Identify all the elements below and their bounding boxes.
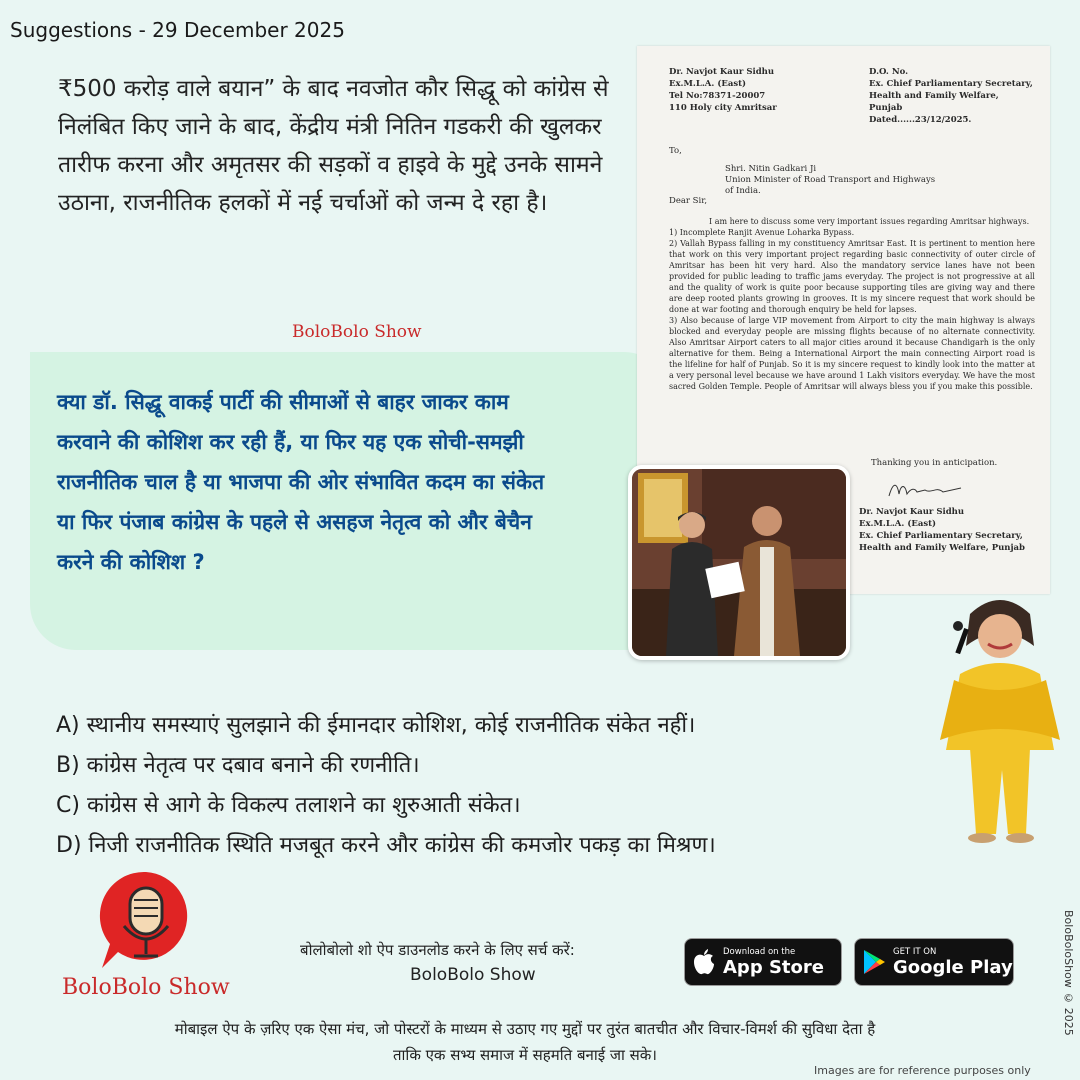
letter-line: Dr. Navjot Kaur Sidhu xyxy=(859,507,965,517)
letter-closing: Thanking you in anticipation. xyxy=(871,458,998,468)
letter-body xyxy=(669,216,1035,392)
app-store-label: App Store xyxy=(723,956,824,978)
google-play-small-label: GET IT ON xyxy=(893,946,937,957)
letter-office-block xyxy=(869,66,1033,126)
download-prompt: बोलोबोलो शो ऐप डाउनलोड करने के लिए सर्च करें: xyxy=(300,941,575,959)
letter-line: 110 Holy city Amritsar xyxy=(669,103,777,113)
letter-date: Dated......23/12/2025. xyxy=(869,115,972,125)
letter-line: Shri. Nitin Gadkari Ji xyxy=(725,164,817,174)
letter-signature-block xyxy=(859,506,1025,554)
option-d[interactable]: D) निजी राजनीतिक स्थिति मजबूत करने और कांग्रेस की कमजोर पकड़ का मिश्रण। xyxy=(56,833,716,858)
description-line: मोबाइल ऐप के ज़रिए एक ऐसा मंच, जो पोस्टरों के माध्यम से उठाए गए मुद्दों पर तुरंत बातचीत और विचार-विमर्श की सुविधा देता है xyxy=(174,1020,876,1038)
app-description xyxy=(20,1016,1030,1068)
letter-line: Punjab xyxy=(869,103,903,113)
google-play-button[interactable] xyxy=(854,938,1014,986)
letter-line: Ex.M.L.A. (East) xyxy=(669,79,747,89)
copyright: BoloBoloShow © 2025 xyxy=(1062,910,1075,1036)
option-c[interactable]: C) कांग्रेस से आगे के विकल्प तलाशने का शुरुआती संकेत। xyxy=(56,793,521,818)
description-line: ताकि एक सभ्य समाज में सहमति बनाई जा सके। xyxy=(393,1046,657,1064)
letter-line: Ex.M.L.A. (East) xyxy=(859,519,937,529)
letter-paragraph: 1) Incomplete Ranjit Avenue Loharka Bypass. xyxy=(669,228,855,237)
letter-sender-block xyxy=(669,66,777,114)
brand-watermark: BoloBolo Show xyxy=(292,322,422,342)
signature-scribble xyxy=(885,478,965,504)
search-term: BoloBolo Show xyxy=(410,965,536,985)
letter-to: To, xyxy=(669,146,682,156)
options-list xyxy=(56,706,956,866)
intro-paragraph: ₹500 करोड़ वाले बयान” के बाद नवजोत कौर सिद्धू को कांग्रेस से निलंबित किए जाने के बाद, केंद्रीय मंत्री नितिन गडकरी की खुलकर तारीफ करना और अमृतसर की सड़कों व हाइवे के मुद्दे उनके सामने उठाना, राजनीतिक हलकों में नई चर्चाओं को जन्म दे रहा है। xyxy=(58,76,609,216)
app-store-small-label: Download on the xyxy=(723,946,796,957)
question-text: क्या डॉ. सिद्धू वाकई पार्टी की सीमाओं से बाहर जाकर काम करवाने की कोशिश कर रही हैं, या फिर यह एक सोची-समझी राजनीतिक चाल है या भाजपा की ओर संभावित कदम का संकेत या फिर पंजाब कांग्रेस के पहले से असहज नेतृत्व को और बेचैन करने की कोशिश ? xyxy=(57,390,545,574)
date-label: Suggestions - 29 December 2025 xyxy=(10,18,345,42)
option-a[interactable]: A) स्थानीय समस्याएं सुलझाने की ईमानदार कोशिश, कोई राजनीतिक संकेत नहीं। xyxy=(56,713,696,738)
letter-line: Ex. Chief Parliamentary Secretary, xyxy=(859,531,1023,541)
option-b[interactable]: B) कांग्रेस नेतृत्व पर दबाव बनाने की रणनीति। xyxy=(56,753,420,778)
apple-icon xyxy=(685,948,723,976)
google-play-label: Google Play xyxy=(893,956,1013,978)
letter-line: Dr. Navjot Kaur Sidhu xyxy=(669,67,775,77)
letter-line: Health and Family Welfare, xyxy=(869,91,999,101)
letter-paragraph: I am here to discuss some very important issues regarding Amritsar highways. xyxy=(709,217,1030,226)
letter-recipient xyxy=(725,164,935,197)
brand-name: BoloBolo Show xyxy=(62,975,230,1000)
letter-line: Health and Family Welfare, Punjab xyxy=(859,543,1025,553)
letter-salutation: Dear Sir, xyxy=(669,196,708,206)
letter-paragraph: 3) Also because of large VIP movement from Airport to city the main highway is always blocked and everyday people are missing flights because of no alternate connectivity. Also Amritsar Airport caters to all major cities around it because Chandigarh is the only alternative for them. Being a International Airport the main connecting Airport road is the lifeline for half of Punjab. So it is my sincere request to kindly look into the matter at a very personal level because we have around 1 Lakh visitors everyday. We have the most sacred Golden Temple. People of Amritsar will always bless you if you make this possible. xyxy=(669,316,1035,391)
google-play-icon xyxy=(855,949,893,975)
letter-line: D.O. No. xyxy=(869,67,909,77)
bolobolo-mic-logo-icon xyxy=(96,868,196,978)
letter-line: Ex. Chief Parliamentary Secretary, xyxy=(869,79,1033,89)
meeting-photo-illustration xyxy=(632,469,846,656)
app-store-button[interactable] xyxy=(684,938,842,986)
letter-line: Union Minister of Road Transport and Highways xyxy=(725,175,936,185)
letter-paragraph: 2) Vallah Bypass falling in my constituency Amritsar East. It is pertinent to mention here that work on this very important project regarding basic connectivity of outer circle of Amritsar has been hit very hard. Also the mandatory service lanes have not been provided for public leading to traffic jams everyday. The project is not progressive at all and the quality of work is quite poor because supporting tiles are giving way and there are deep rooted plants growing in grooves. It is my sincere request that work should be done at war footing and thorough enquiry be held for lapses. xyxy=(669,239,1035,314)
meeting-photo xyxy=(628,465,850,660)
disclaimer: Images are for reference purposes only xyxy=(814,1064,1031,1077)
letter-line: of India. xyxy=(725,186,761,196)
letter-line: Tel No:78371-20007 xyxy=(669,91,766,101)
